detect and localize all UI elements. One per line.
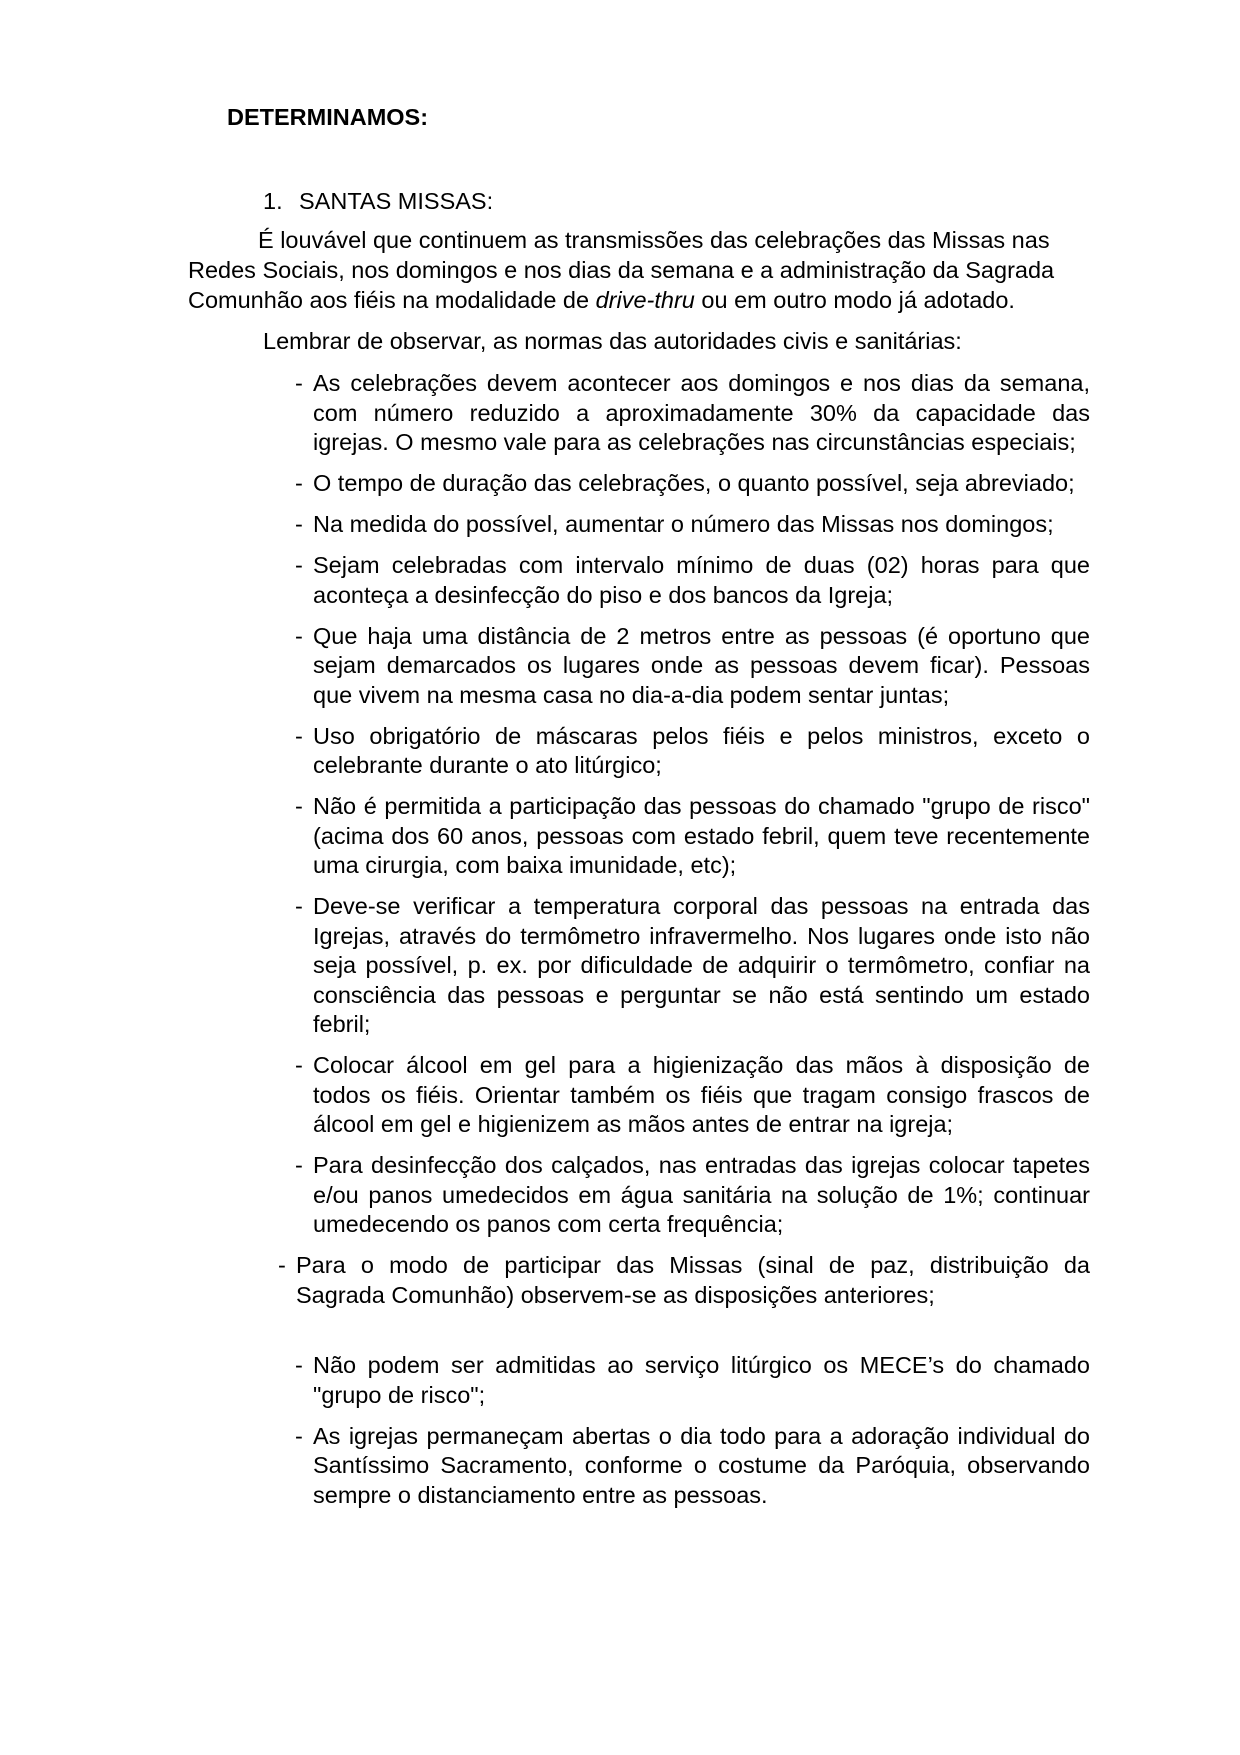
list-item-text: Colocar álcool em gel para a higienização das mãos à disposição de todos os fiéis. Orientar também os fiéis que tragam consigo frascos de álcool em gel e higienizem as mãos antes de entrar na igreja;	[313, 1052, 1090, 1137]
list-marker: -	[295, 511, 303, 537]
list-marker: -	[295, 793, 303, 819]
list-item-text: Para o modo de participar das Missas (sinal de paz, distribuição da Sagrada Comunhão) observem-se as disposições anteriores;	[296, 1252, 1090, 1308]
list-item-text: Uso obrigatório de máscaras pelos fiéis e pelos ministros, exceto o celebrante durante o ato litúrgico;	[313, 722, 1090, 778]
intro-text: É louvável que continuem as transmissões das celebrações das Missas nas Redes Sociais, nos domingos e nos dias da semana e a administração da Sagrada Comunhão aos fiéis na modalidade de	[188, 227, 1055, 313]
list-item-text: Não podem ser admitidas ao serviço litúrgico os MECE’s do chamado "grupo de risco";	[313, 1352, 1090, 1408]
list-item	[295, 510, 1090, 540]
list-item	[295, 469, 1090, 499]
intro-paragraph	[188, 225, 1090, 315]
intro-text-end: ou em outro modo já adotado.	[694, 287, 1015, 313]
list-marker: -	[295, 370, 303, 396]
list-item-text: Para desinfecção dos calçados, nas entradas das igrejas colocar tapetes e/ou panos umedecidos em água sanitária na solução de 1%; continuar umedecendo os panos com certa frequência;	[313, 1152, 1090, 1237]
list-marker: -	[295, 1422, 303, 1449]
list-item	[295, 722, 1090, 781]
list-item	[295, 1351, 1090, 1410]
list-item-text: O tempo de duração das celebrações, o quanto possível, seja abreviado;	[313, 470, 1075, 496]
list-item-text: Não é permitida a participação das pessoas do chamado "grupo de risco" (acima dos 60 anos, pessoas com estado febril, quem teve recentemente uma cirurgia, com baixa imunidade, etc);	[313, 793, 1090, 878]
norms-list	[278, 369, 1090, 1522]
intro-italic-term: drive-thru	[595, 287, 695, 313]
list-item-text: Deve-se verificar a temperatura corporal das pessoas na entrada das Igrejas, através do termômetro infravermelho. Nos lugares onde isto não seja possível, p. ex. por dificuldade de adquirir o termômetro, confiar na consciência das pessoas e perguntar se não está sentindo um estado febril;	[313, 893, 1090, 1037]
section-title	[263, 186, 493, 216]
list-marker: -	[295, 470, 303, 496]
list-marker: -	[295, 622, 303, 649]
section-number: 1.	[263, 188, 283, 214]
list-item	[295, 1151, 1090, 1240]
list-marker: -	[295, 893, 303, 919]
list-marker: -	[295, 1352, 303, 1378]
list-marker: -	[278, 1252, 286, 1278]
list-item-text: Na medida do possível, aumentar o número das Missas nos domingos;	[313, 511, 1054, 537]
list-item	[295, 892, 1090, 1040]
list-item	[295, 551, 1090, 610]
list-marker: -	[295, 1052, 303, 1078]
list-marker: -	[295, 722, 303, 749]
list-item-text: Que haja uma distância de 2 metros entre as pessoas (é oportuno que sejam demarcados os lugares onde as pessoas devem ficar). Pessoas que vivem na mesma casa no dia-a-dia podem sentar juntas;	[313, 622, 1090, 708]
list-item	[278, 1251, 1090, 1310]
list-item	[295, 792, 1090, 881]
page-heading: DETERMINAMOS:	[227, 104, 429, 130]
list-item	[295, 622, 1090, 711]
norms-intro: Lembrar de observar, as normas das autoridades civis e sanitárias:	[263, 328, 962, 354]
list-marker: -	[295, 552, 303, 578]
list-item-text: Sejam celebradas com intervalo mínimo de duas (02) horas para que aconteça a desinfecção do piso e dos bancos da Igreja;	[313, 552, 1090, 608]
list-marker: -	[295, 1152, 303, 1178]
section-title-text: SANTAS MISSAS:	[299, 188, 494, 214]
list-item-text: As igrejas permaneçam abertas o dia todo para a adoração individual do Santíssimo Sacramento, conforme o costume da Paróquia, observando sempre o distanciamento entre as pessoas.	[313, 1422, 1090, 1508]
list-item	[295, 369, 1090, 458]
list-item	[295, 1051, 1090, 1140]
list-item	[295, 1422, 1090, 1511]
list-item-text: As celebrações devem acontecer aos domingos e nos dias da semana, com número reduzido a aproximadamente 30% da capacidade das igrejas. O mesmo vale para as celebrações nas circunstâncias especiais;	[313, 370, 1090, 455]
